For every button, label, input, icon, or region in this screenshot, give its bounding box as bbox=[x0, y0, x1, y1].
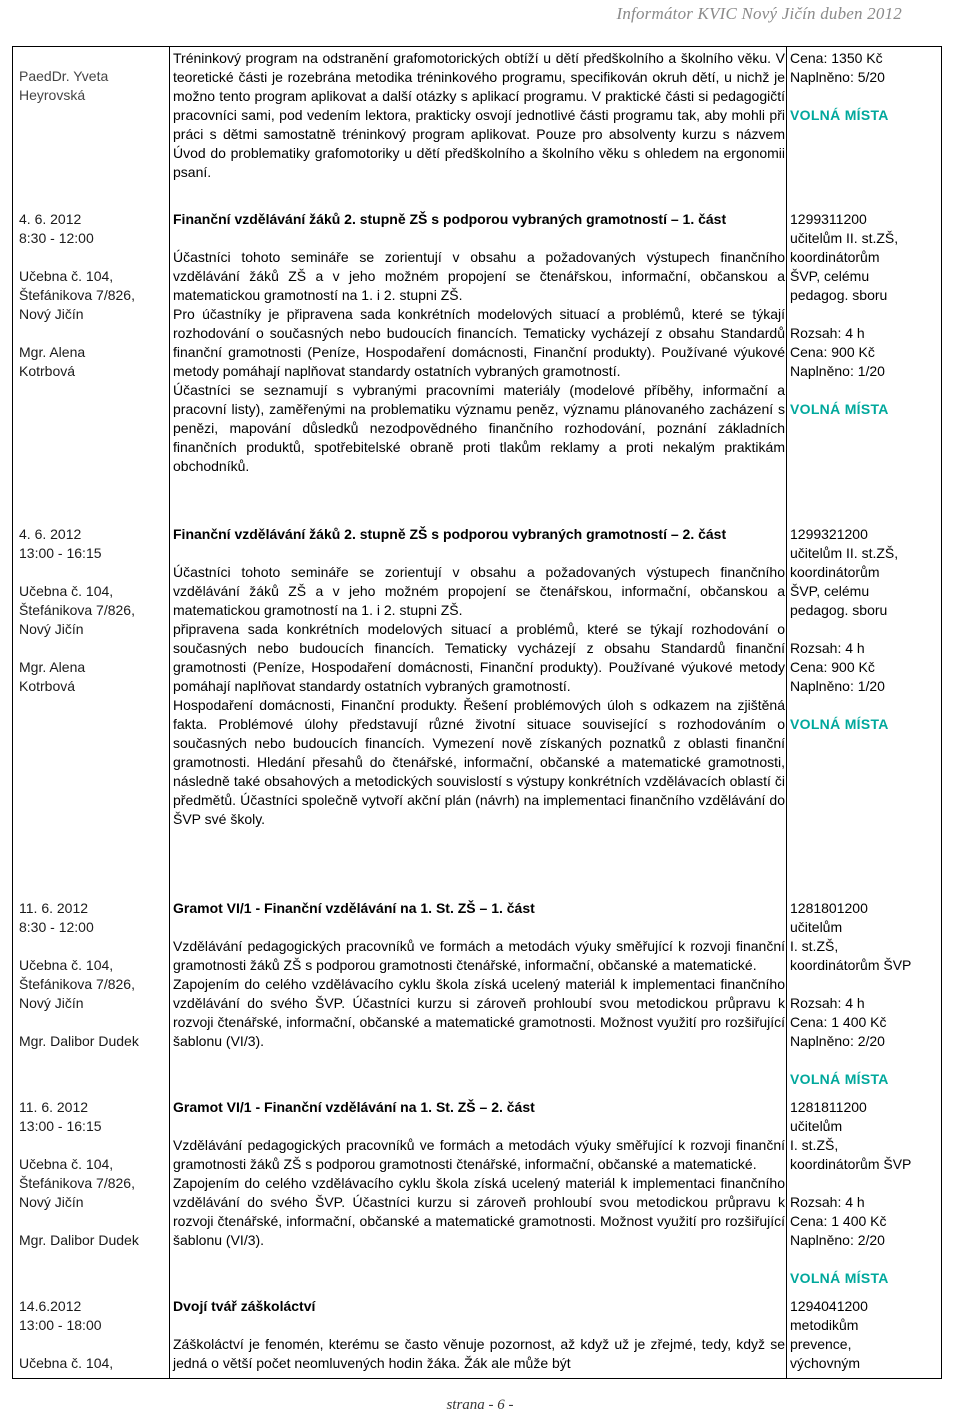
course-2-paragraph: připravena sada konkrétních modelových situací a problémů, které se týkají rozhodování o současných nebo budoucích financích. Tematicky vycházejí z obsahu Standardů finanční gramotnosti (Peníze, Hospodaření domácnosti, Finanční produkty). Používané výukové metody pomáhají naplňovat standardy ostatních vybraných gramotností. bbox=[173, 621, 785, 694]
course-1-lecturer: Mgr. Alena bbox=[19, 344, 86, 360]
course-2-paragraph: Účastníci tohoto semináře se zorientují v obsahu a požadovaných výstupech finančního vzdělávání žáků ZŠ a v jeho možném propojení se čtenářskou, informační, občanskou a matematickou gramotností na 1. i 2. stupni ZŠ. bbox=[173, 564, 785, 618]
course-5-left bbox=[19, 1297, 169, 1373]
course-1-paragraph: Účastníci se seznamují s vybranými pracovními materiály (modelové příběhy, informační a pracovní listy), zaměřenými na problematiku významu peněz, významu plánovaného zacházení s penězi, mapování důsledků nezodpovědného finančního rozhodování, poznání základních finančních produktů, spotřebitelské obraně proti tlakům reklamy a proti nekalým praktikám obchodníků. bbox=[173, 382, 785, 474]
course-4-info bbox=[790, 1098, 940, 1288]
course-2-city: Nový Jičín bbox=[19, 621, 84, 637]
course-3-address: Štefánikova 7/826, bbox=[19, 976, 135, 992]
course-2-audience-line: koordinátorům bbox=[790, 564, 880, 580]
course-2-audience-line: pedagog. sboru bbox=[790, 602, 888, 618]
course-5-audience-line: prevence, bbox=[790, 1336, 852, 1352]
course-3-price: Cena: 1 400 Kč bbox=[790, 1014, 887, 1030]
course-3-room: Učebna č. 104, bbox=[19, 957, 114, 973]
course-1-price: Cena: 900 Kč bbox=[790, 344, 875, 360]
course-4-code: 1281811200 bbox=[790, 1099, 867, 1115]
course-2-filled: Naplněno: 1/20 bbox=[790, 678, 885, 694]
course-5-date: 14.6.2012 bbox=[19, 1298, 82, 1314]
course-1-audience-line: pedagog. sboru bbox=[790, 287, 888, 303]
course-4-date: 11. 6. 2012 bbox=[19, 1099, 89, 1115]
course-4-left bbox=[19, 1098, 169, 1250]
course-1-title: Finanční vzdělávání žáků 2. stupně ZŠ s podporou vybraných gramotností – 1. část bbox=[173, 211, 727, 227]
course-5-info bbox=[790, 1297, 940, 1373]
course-2-title: Finanční vzdělávání žáků 2. stupně ZŠ s podporou vybraných gramotností – 2. část bbox=[173, 526, 727, 542]
course-1-address: Štefánikova 7/826, bbox=[19, 287, 135, 303]
course-2-audience: učitelům II. st.ZŠ, bbox=[790, 545, 899, 561]
course-0-filled: Naplněno: 5/20 bbox=[790, 69, 885, 85]
course-1-filled: Naplněno: 1/20 bbox=[790, 363, 885, 379]
course-0-lecturer: PaedDr. Yveta Heyrovská bbox=[19, 68, 109, 103]
course-1-info bbox=[790, 210, 940, 419]
course-3-audience: učitelům bbox=[790, 919, 843, 935]
course-2-description bbox=[173, 525, 785, 829]
course-4-filled: Naplněno: 2/20 bbox=[790, 1232, 885, 1248]
course-3-paragraph: Vzdělávání pedagogických pracovníků ve formách a metodách výuky směřující k rozvoji finanční gramotnosti žáků ZŠ s podporou gramotnosti čtenářské, informační, občanské a matematické. bbox=[173, 938, 785, 973]
course-4-paragraph: Vzdělávání pedagogických pracovníků ve formách a metodách výuky směřující k rozvoji finanční gramotnosti žáků ZŠ s podporou gramotnosti čtenářské, informační, občanské a matematické. bbox=[173, 1137, 785, 1172]
course-0-description bbox=[173, 49, 785, 182]
course-5-code: 1294041200 bbox=[790, 1298, 868, 1314]
course-3-info bbox=[790, 899, 940, 1089]
course-2-left bbox=[19, 525, 169, 696]
course-4-audience-line: I. st.ZŠ, bbox=[790, 1137, 839, 1153]
course-4-status-badge: VOLNÁ MÍSTA bbox=[790, 1270, 889, 1286]
course-1-room: Učebna č. 104, bbox=[19, 268, 114, 284]
course-1-paragraph: Účastníci tohoto semináře se zorientují v obsahu a požadovaných výstupech finančního vzdělávání žáků ZŠ a v jeho možném propojení se čtenářskou, informační, občanskou a matematickou gramotností na 1. i 2. stupni ZŠ. bbox=[173, 249, 785, 303]
course-2-lecturer: Mgr. Alena bbox=[19, 659, 86, 675]
course-3-filled: Naplněno: 2/20 bbox=[790, 1033, 885, 1049]
course-4-time: 13:00 - 16:15 bbox=[19, 1118, 102, 1134]
course-1-audience-line: ŠVP, celému bbox=[790, 268, 870, 284]
course-4-audience-line: koordinátorům ŠVP bbox=[790, 1156, 912, 1172]
course-2-status-badge: VOLNÁ MÍSTA bbox=[790, 716, 889, 732]
course-3-paragraph: Zapojením do celého vzdělávacího cyklu škola získá ucelený materiál k implementaci finančního vzdělávání do svého ŠVP. Účastníci kurzu si zároveň prohloubí svou metodickou průpravu k rozvoji čtenářské, informační, občanské a matematické gramotnosti. Možnost využití pro rozšiřující šablonu (VI/3). bbox=[173, 976, 785, 1049]
course-1-status-badge: VOLNÁ MÍSTA bbox=[790, 401, 889, 417]
course-5-time: 13:00 - 18:00 bbox=[19, 1317, 102, 1333]
course-2-info bbox=[790, 525, 940, 734]
course-3-lecturer: Mgr. Dalibor Dudek bbox=[19, 1033, 139, 1049]
course-4-price: Cena: 1 400 Kč bbox=[790, 1213, 887, 1229]
course-2-date: 4. 6. 2012 bbox=[19, 526, 82, 542]
course-4-address: Štefánikova 7/826, bbox=[19, 1175, 135, 1191]
course-3-audience-line: I. st.ZŠ, bbox=[790, 938, 839, 954]
course-3-title: Gramot VI/1 - Finanční vzdělávání na 1. St. ZŠ – 1. část bbox=[173, 900, 535, 916]
course-1-audience-line: koordinátorům bbox=[790, 249, 880, 265]
course-0-price: Cena: 1350 Kč bbox=[790, 50, 883, 66]
course-3-duration: Rozsah: 4 h bbox=[790, 995, 865, 1011]
course-4-duration: Rozsah: 4 h bbox=[790, 1194, 865, 1210]
course-1-city: Nový Jičín bbox=[19, 306, 84, 322]
course-2-audience-line: ŠVP, celému bbox=[790, 583, 870, 599]
course-2-paragraph: Hospodaření domácnosti, Finanční produkty. Řešení problémových úloh s odkazem na zjištěná fakta. Problémové úlohy představují různé životní situace související s rozhodováním o současných nebo budoucích financích. Vymezení nově získaných poznatků z oblasti finanční gramotnosti. Hledání přesahů do čtenářské, informační, občanské a matematické gramotnosti, následně také obsahových a metodických souvislostí s výstupy konkrétních vzdělávacích oblastí či předmětů. Účastníci společně vytvoří akční plán (návrh) na implementaci finančního vzdělávání do ŠVP své školy. bbox=[173, 697, 785, 827]
course-3-city: Nový Jičín bbox=[19, 995, 84, 1011]
course-4-title: Gramot VI/1 - Finanční vzdělávání na 1. St. ZŠ – 2. část bbox=[173, 1099, 535, 1115]
page-footer: strana - 6 - bbox=[446, 1397, 514, 1413]
course-table bbox=[12, 46, 942, 1379]
course-2-address: Štefánikova 7/826, bbox=[19, 602, 135, 618]
course-0-left bbox=[19, 67, 169, 105]
course-1-code: 1299311200 bbox=[790, 211, 867, 227]
course-5-title: Dvojí tvář záškoláctví bbox=[173, 1298, 316, 1314]
course-2-room: Učebna č. 104, bbox=[19, 583, 114, 599]
course-4-lecturer: Mgr. Dalibor Dudek bbox=[19, 1232, 139, 1248]
course-3-time: 8:30 - 12:00 bbox=[19, 919, 94, 935]
column-divider-left bbox=[169, 47, 170, 1378]
course-4-room: Učebna č. 104, bbox=[19, 1156, 114, 1172]
course-1-paragraph: Pro účastníky je připravena sada konkrétních modelových situací a problémů, které se týkají rozhodování o současných nebo budoucích financích. Tematicky vycházejí z obsahu Standardů finanční gramotnosti (Peníze, Hospodaření domácnosti, Finanční produkty). Používané výukové metody pomáhají naplňovat standardy ostatních vybraných gramotností. bbox=[173, 306, 785, 379]
course-3-date: 11. 6. 2012 bbox=[19, 900, 89, 916]
course-0-paragraph: Tréninkový program na odstranění grafomotorických obtíží u dětí předškolního a školního věku. V teoretické části je rozebrána metodika tréninkového programu, specifikován okruh dětí, u nichž je možno tento program aplikovat a další otázky s aplikací programu. V praktické části si pedagogičtí pracovníci sami, pod vedením lektora, prakticky osvojí jednotlivé části programu tak, aby mohli při práci s dětmi samostatně tréninkový program aplikovat. Pouze pro absolventy kurzu s názvem Úvod do problematiky grafomotoriky u dětí předškolního a školního věku s ohledem na ergonomii psaní. bbox=[173, 50, 785, 180]
course-5-audience: metodikům bbox=[790, 1317, 859, 1333]
course-4-city: Nový Jičín bbox=[19, 1194, 84, 1210]
course-3-code: 1281801200 bbox=[790, 900, 868, 916]
course-2-lecturer-surname: Kotrbová bbox=[19, 678, 76, 694]
course-3-status-badge: VOLNÁ MÍSTA bbox=[790, 1071, 889, 1087]
course-0-info bbox=[790, 49, 940, 125]
course-0-status-badge: VOLNÁ MÍSTA bbox=[790, 107, 889, 123]
course-1-lecturer-surname: Kotrbová bbox=[19, 363, 76, 379]
course-5-room: Učebna č. 104, bbox=[19, 1355, 114, 1371]
course-5-audience-line: výchovným bbox=[790, 1355, 861, 1371]
course-1-audience: učitelům II. st.ZŠ, bbox=[790, 230, 899, 246]
course-1-left bbox=[19, 210, 169, 381]
course-5-paragraph: Záškoláctví je fenomén, kterému se často věnuje pozornost, až když už je zřejmé, tedy, když se jedná o větší počet neomluvených hodin žáka. Žák ale může být bbox=[173, 1336, 785, 1371]
course-3-audience-line: koordinátorům ŠVP bbox=[790, 957, 912, 973]
course-2-code: 1299321200 bbox=[790, 526, 868, 542]
course-4-paragraph: Zapojením do celého vzdělávacího cyklu škola získá ucelený materiál k implementaci finančního vzdělávání do svého ŠVP. Účastníci kurzu si zároveň prohloubí svou metodickou průpravu k rozvoji čtenářské, informační, občanské a matematické gramotnosti. Možnost využití pro rozšiřující šablonu (VI/3). bbox=[173, 1175, 785, 1248]
course-5-description bbox=[173, 1297, 785, 1373]
column-divider-right bbox=[786, 47, 787, 1378]
course-3-description bbox=[173, 899, 785, 1051]
course-1-duration: Rozsah: 4 h bbox=[790, 325, 865, 341]
course-1-description bbox=[173, 210, 785, 476]
course-2-time: 13:00 - 16:15 bbox=[19, 545, 102, 561]
page-header: Informátor KVIC Nový Jičín duben 2012 bbox=[616, 4, 902, 23]
course-1-time: 8:30 - 12:00 bbox=[19, 230, 94, 246]
course-1-date: 4. 6. 2012 bbox=[19, 211, 82, 227]
course-3-left bbox=[19, 899, 169, 1051]
course-2-duration: Rozsah: 4 h bbox=[790, 640, 865, 656]
course-4-audience: učitelům bbox=[790, 1118, 843, 1134]
course-4-description bbox=[173, 1098, 785, 1250]
course-2-price: Cena: 900 Kč bbox=[790, 659, 875, 675]
